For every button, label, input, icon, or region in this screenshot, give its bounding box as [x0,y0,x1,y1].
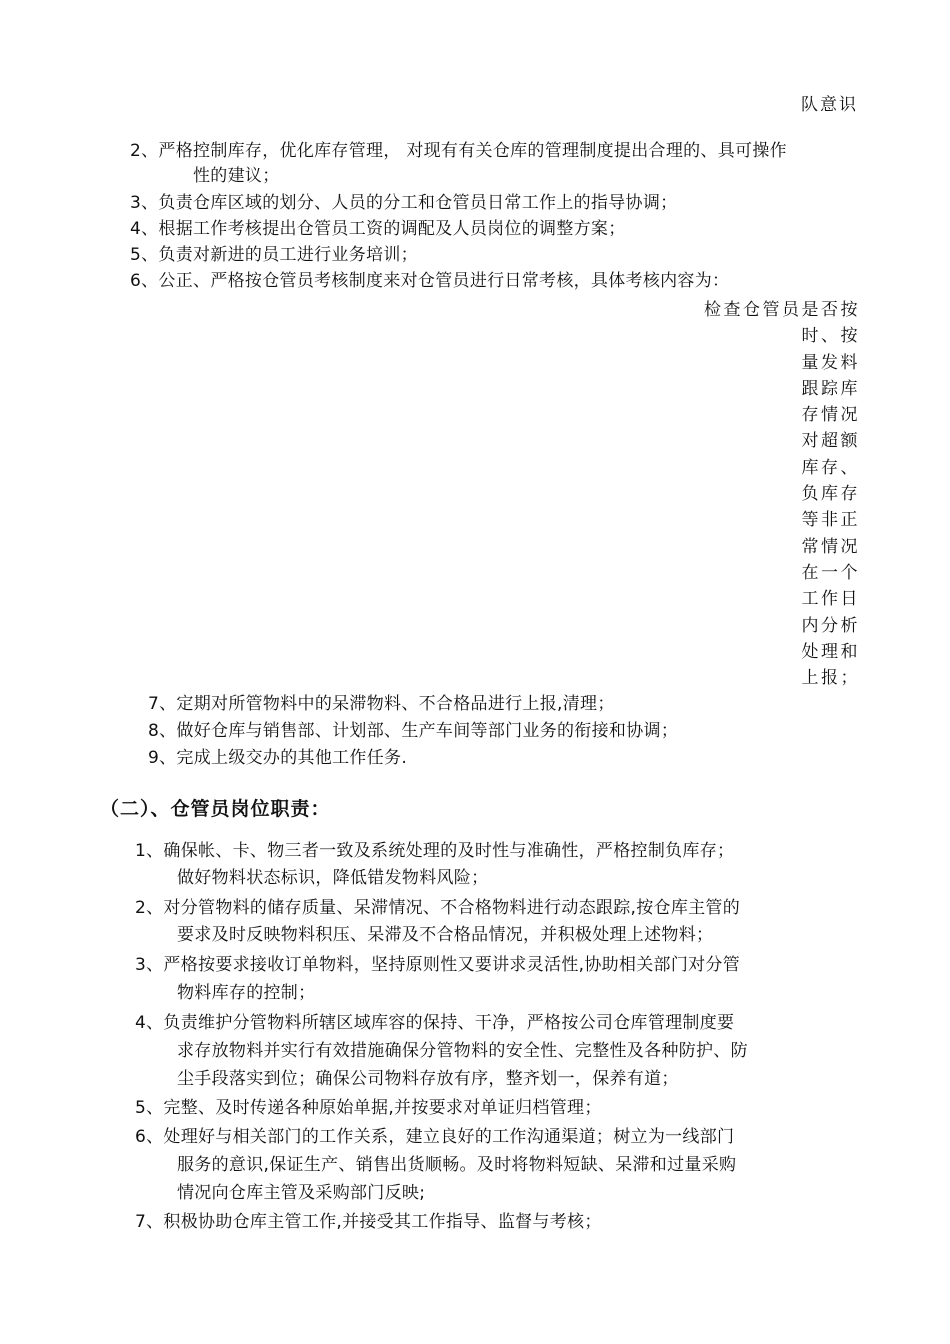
s1-item6-detail-line: 在一个 [801,562,860,583]
s2-item2-line1: 2、对分管物料的储存质量、呆滞情况、不合格物料进行动态跟踪,按仓库主管的 [135,898,741,918]
s1-item6-detail-line: 量发料 [801,352,860,373]
s1-item6-detail-line: 处理和 [801,641,860,662]
s2-item2-line2: 要求及时反映物料积压、呆滞及不合格品情况，并积极处理上述物料； [177,925,714,945]
s1-item4: 4、根据工作考核提出仓管员工资的调配及人员岗位的调整方案； [130,219,626,239]
s1-item2-line1: 2、严格控制库存，优化库存管理， 对现有有关仓库的管理制度提出合理的、具可操作 [130,141,787,161]
s1-item3: 3、负责仓库区域的划分、人员的分工和仓管员日常工作上的指导协调； [130,193,678,213]
section-heading: （二）、仓管员岗位职责： [100,798,331,820]
s2-item1-line2: 做好物料状态标识，降低错发物料风险； [177,868,489,888]
s2-item7: 7、积极协助仓库主管工作,并接受其工作指导、监督与考核； [135,1212,602,1232]
s2-item5: 5、完整、及时传递各种原始单据,并按要求对单证归档管理； [135,1098,602,1118]
s1-item6-detail-line: 跟踪库 [801,378,860,399]
s1-item6-detail-line: 负库存 [801,484,860,505]
s2-item3-line1: 3、严格按要求接收订单物料，坚持原则性又要讲求灵活性,协助相关部门对分管 [135,955,741,975]
s2-item4-line2: 求存放物料并实行有效措施确保分管物料的安全性、完整性及各种防护、防 [177,1041,748,1061]
s1-item6-detail-line: 上报； [801,668,860,689]
s1-item6-detail-line: 检查仓管员是否按 [704,300,860,320]
s1-item6-detail-line: 内分析 [801,615,860,636]
s2-item4-line3: 尘手段落实到位；确保公司物料存放有序，整齐划一，保养有道； [177,1069,679,1089]
s1-item6-detail-line: 库存、 [801,457,860,478]
s1-item6-detail-line: 等非正 [801,510,860,531]
s1-item5: 5、负责对新进的员工进行业务培训； [130,245,418,265]
s1-item6-detail-line: 存情况 [801,405,860,426]
s1-item9: 9、完成上级交办的其他工作任务. [148,748,408,768]
s2-item4-line1: 4、负责维护分管物料所辖区域库容的保持、干净，严格按公司仓库管理制度要 [135,1013,735,1033]
s2-item3-line2: 物料库存的控制； [177,983,316,1003]
s2-item6-line3: 情况向仓库主管及采购部门反映; [177,1183,426,1203]
s1-item6-detail-line: 对超额 [801,431,860,452]
s1-item6-detail-line: 时、按 [801,326,860,347]
s1-item8: 8、做好仓库与销售部、计划部、生产车间等部门业务的衔接和协调； [148,721,679,741]
s1-item6-detail-column [704,297,860,691]
s1-item6-detail-line: 工作日 [801,589,860,610]
s2-item1-line1: 1、确保帐、卡、物三者一致及系统处理的及时性与准确性，严格控制负库存； [135,841,735,861]
s1-item2-line2: 性的建议； [193,166,280,186]
s1-item6-detail-line: 常情况 [801,536,860,557]
s2-item6-line1: 6、处理好与相关部门的工作关系，建立良好的工作沟通渠道；树立为一线部门 [135,1127,735,1147]
s1-item6: 6、公正、严格按仓管员考核制度来对仓管员进行日常考核，具体考核内容为： [130,271,730,291]
continued-text-fragment: 队意识 [801,95,858,115]
s1-item7: 7、定期对所管物料中的呆滞物料、不合格品进行上报,清理； [148,694,615,714]
s2-item6-line2: 服务的意识,保证生产、销售出货顺畅。及时将物料短缺、呆滞和过量采购 [177,1155,737,1175]
